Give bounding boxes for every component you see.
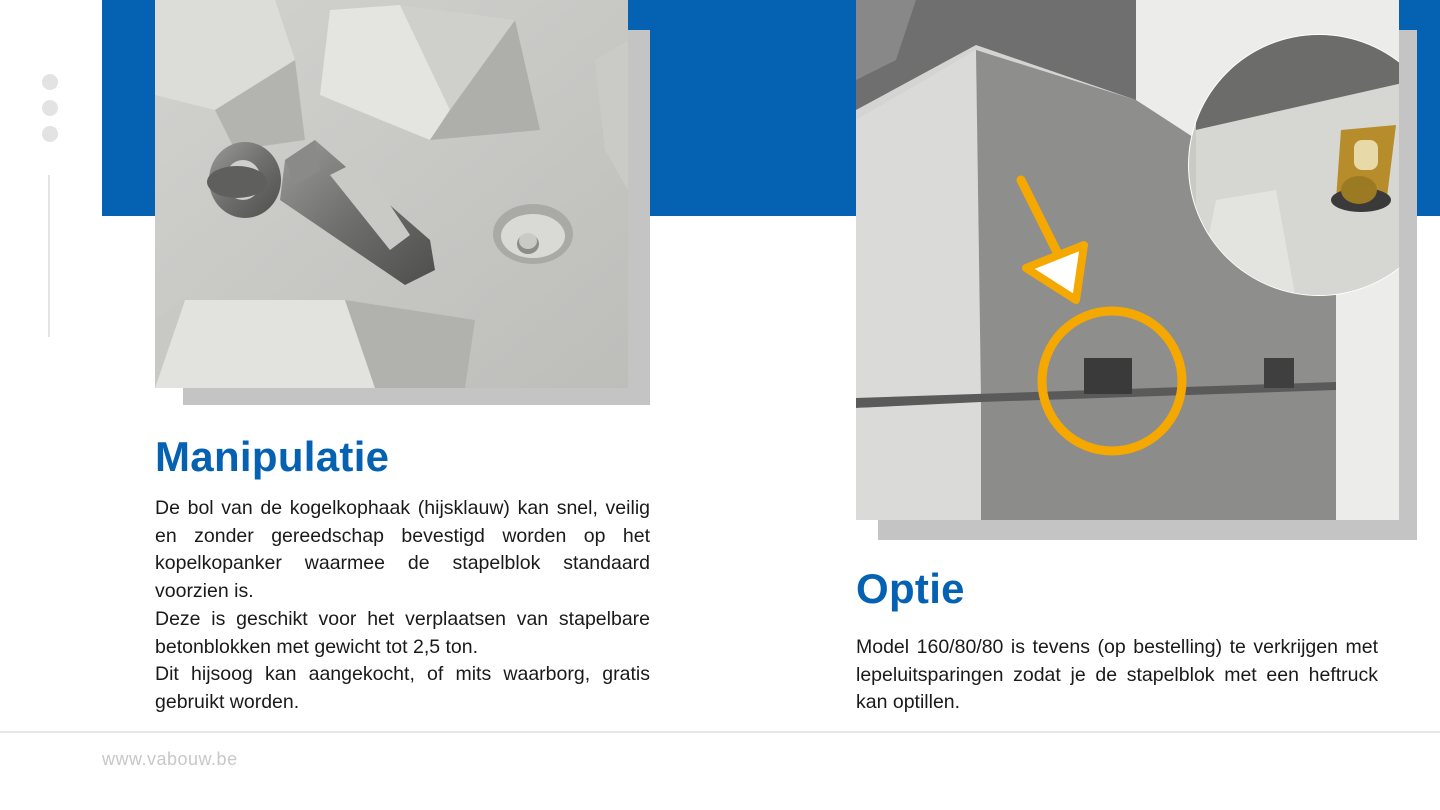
dot-icon — [42, 126, 58, 142]
decorative-vertical-line — [48, 175, 50, 337]
decorative-dots — [42, 74, 58, 152]
manipulatie-title: Manipulatie — [155, 433, 390, 480]
dot-icon — [42, 74, 58, 90]
manipulatie-paragraph: Dit hijsoog kan aangekocht, of mits waarborg, gratis gebruikt worden. — [155, 663, 650, 713]
optie-body — [856, 634, 1378, 717]
footer-divider — [0, 731, 1440, 733]
manipulatie-body — [155, 495, 650, 717]
dot-icon — [42, 100, 58, 116]
manipulatie-paragraph: Deze is geschikt voor het verplaatsen van stapelbare betonblokken met gewicht tot 2,5 ton. — [155, 607, 650, 658]
lifting-clutch-photo — [155, 0, 628, 388]
optie-paragraph: Model 160/80/80 is tevens (op bestelling) te verkrijgen met lepeluitsparingen zodat je de stapelblok met een heftruck kan optillen. — [856, 636, 1378, 714]
manipulatie-paragraph: De bol van de kogelkophaak (hijsklauw) kan snel, veilig en zonder gereedschap bevestigd worden op het kopelkopanker waarmee de stapelblok standaard voorzien is. — [155, 497, 650, 603]
footer-website-url[interactable]: www.vabouw.be — [102, 749, 238, 769]
optie-title: Optie — [856, 565, 965, 612]
stapelblok-photo — [856, 0, 1399, 520]
